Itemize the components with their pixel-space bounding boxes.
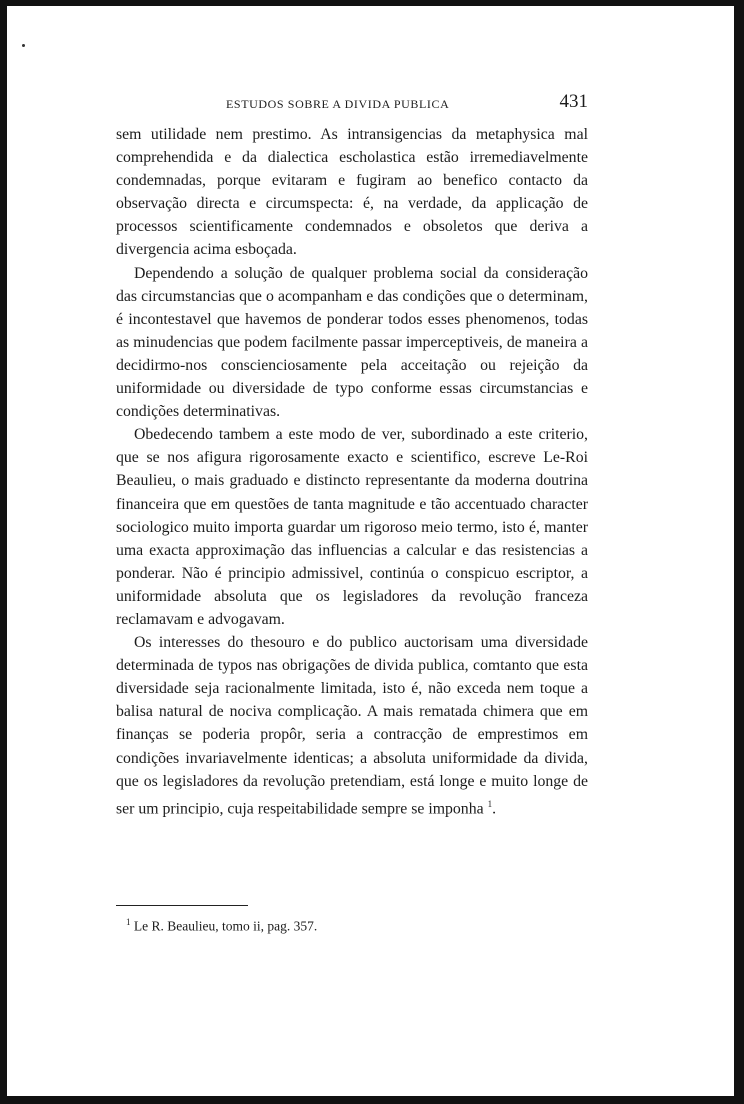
paragraph-2: Dependendo a solução de qualquer problema social da consideração das circumstancias que o acompanham e das condições que o determinam, é incontestavel que havemos de ponderar todos esses phenomenos, todas as minudencias que podem facilmente passar imperceptiveis, de maneira a decidirmo-nos conscienciosamente pela acceitação ou rejeição da uniformidade ou diversidade de typo conforme essas circumstancias e condições determinativas. bbox=[116, 264, 588, 421]
footnote-marker: 1 bbox=[126, 917, 131, 927]
page-number: 431 bbox=[559, 91, 588, 112]
paragraph-3: Obedecendo tambem a este modo de ver, subordinado a este criterio, que se nos afigura rigorosamente exacto e scientifico, escreve Le-Roi Beaulieu, o mais graduado e distincto representante da moderna doutrina financeira que em questões de tanta magnitude e tão accentuado character sociologico muito importa guardar um rigoroso meio termo, isto é, manter uma exacta approximação das influencias a calcular e das resistencias a ponderar. Não é principio admissivel, continúa o conspicuo escriptor, a uniformidade absoluta que os legisladores da revolução franceza reclamavam e advogavam. bbox=[116, 426, 588, 628]
page-header bbox=[124, 91, 594, 115]
footnote bbox=[126, 917, 317, 935]
paragraph-4-end: . bbox=[492, 799, 497, 817]
paragraph-4-text: Os interesses do thesouro e do publico auctorisam uma diversidade determinada de typos nas obrigações de divida publica, comtanto que esta diversidade seja racionalmente limitada, isto é, não exceda nem toque a balisa natural de nociva complicação. A mais rematada chimera que em finanças se poderia propôr, seria a contracção de emprestimos em condições invariavelmente identicas; a absoluta uniformidade da divida, que os legisladores da revolução pretendiam, está longe e muito longe de ser um principio, cuja respeitabilidade sempre se imponha bbox=[116, 634, 588, 817]
footnote-reference: 1 bbox=[487, 798, 493, 809]
paragraph-1: sem utilidade nem prestimo. As intransigencias da metaphysica mal comprehendida e da dialectica escholastica estão irremediavelmente condemnadas, porque evitaram e fugiram ao benefico contacto da observação directa e circumspecta: é, na verdade, da applicação de processos scientificamente condemnados e obsoletos que deriva a divergencia acima esboçada. bbox=[116, 126, 588, 259]
footnote-text: Le R. Beaulieu, tomo ii, pag. 357. bbox=[133, 918, 318, 934]
scan-speck bbox=[22, 44, 25, 47]
body-text bbox=[116, 123, 588, 820]
running-title: ESTUDOS SOBRE A DIVIDA PUBLICA bbox=[226, 97, 450, 111]
paragraph-4 bbox=[116, 631, 588, 820]
footnote-divider bbox=[116, 905, 248, 906]
